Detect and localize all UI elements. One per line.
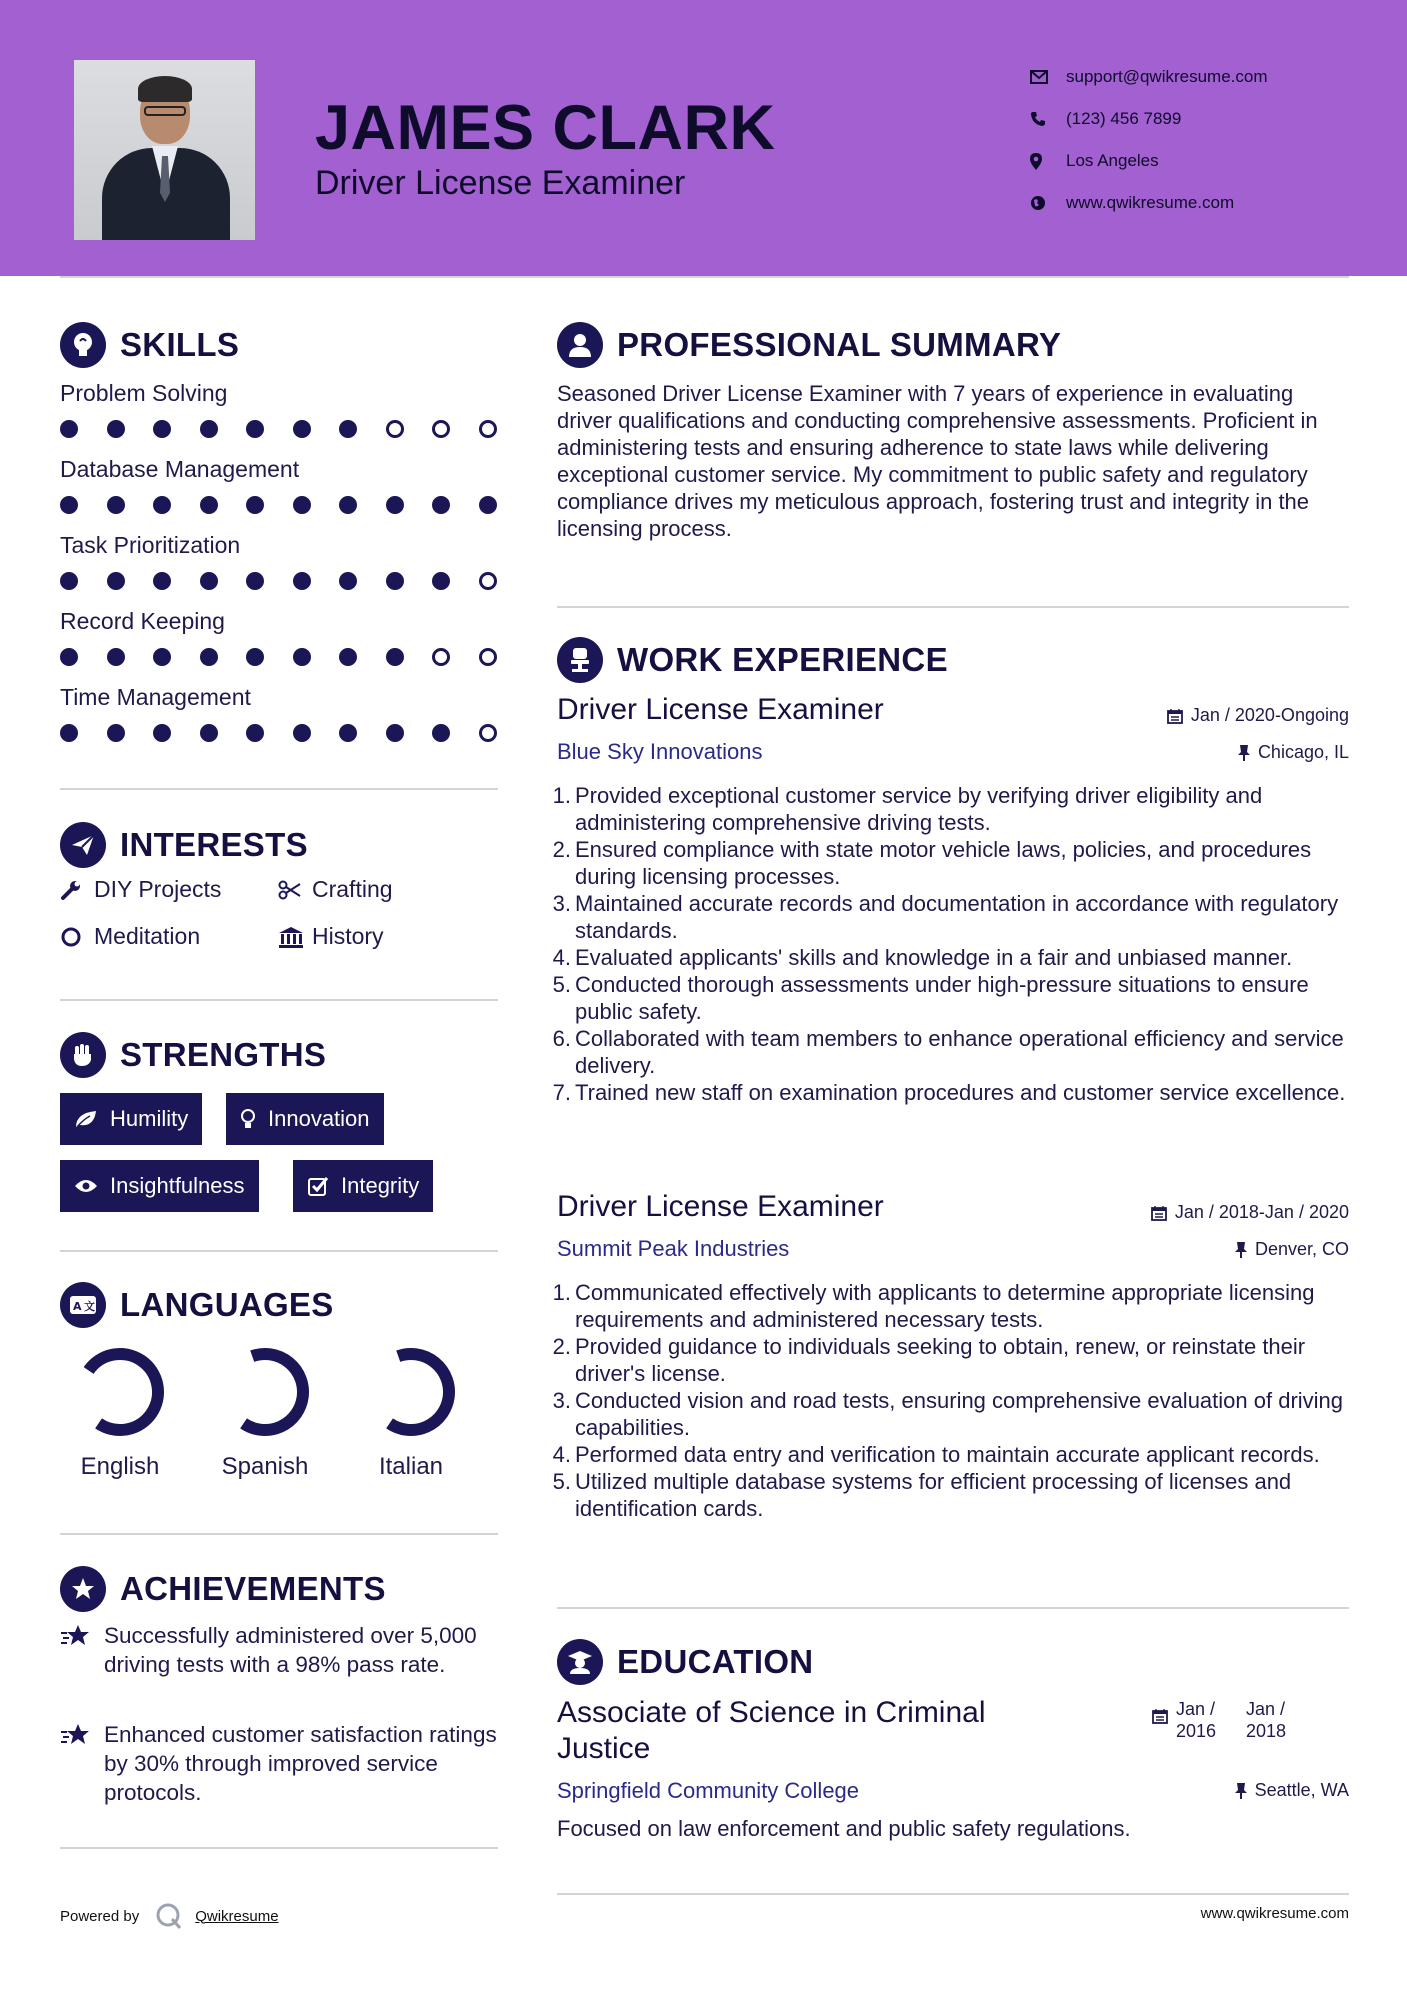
rating-dot-empty [479, 420, 497, 438]
checkbox-icon [307, 1175, 329, 1197]
proficiency-arc [244, 1354, 303, 1430]
achievement-item: Enhanced customer satisfaction ratings by 30% through improved service protocols. [60, 1720, 500, 1807]
candidate-name: JAMES CLARK [315, 93, 776, 163]
duty-item: 4. Evaluated applicants' skills and knowledge in a fair and unbiased manner. [552, 945, 1293, 970]
job-dates: Jan / 2020-Ongoing [1167, 705, 1349, 726]
leaf-icon [74, 1109, 98, 1129]
interest-item: DIY Projects [60, 876, 221, 903]
duty-item: 6. Collaborated with team members to enhance operational efficiency and service delivery. [552, 1026, 1344, 1078]
rating-dot-filled [339, 572, 357, 590]
phone-icon [1030, 111, 1066, 127]
duty-item: 3. Maintained accurate records and documentation in accordance with regulatory standards. [552, 891, 1339, 943]
section-divider [557, 606, 1349, 608]
scissors-icon [278, 880, 312, 900]
rating-dot-empty [432, 420, 450, 438]
duty-item: 2. Provided guidance to individuals seeking to obtain, renew, or reinstate their driver's license. [552, 1334, 1306, 1386]
rating-dot-filled [293, 648, 311, 666]
rating-dot-filled [432, 572, 450, 590]
rating-dot-filled [386, 496, 404, 514]
rating-dot-empty [479, 724, 497, 742]
rating-dot-filled [200, 496, 218, 514]
star-icon [60, 1566, 106, 1612]
rating-dot-filled [386, 572, 404, 590]
skill-rating [60, 572, 525, 590]
duty-item: 1. Provided exceptional customer service by verifying driver eligibility and administering comprehensive driving tests. [552, 783, 1263, 835]
contact-email[interactable] [1030, 56, 1268, 98]
phone-text: (123) 456 7899 [1066, 109, 1182, 128]
lightbulb-icon [60, 322, 106, 368]
star-icon [60, 1720, 104, 1807]
rating-dot-filled [200, 572, 218, 590]
contact-website[interactable] [1030, 182, 1268, 224]
globe-icon [1030, 195, 1066, 211]
company-name: Summit Peak Industries [557, 1236, 790, 1261]
rating-dot-filled [339, 648, 357, 666]
rating-dot-filled [107, 724, 125, 742]
contact-phone[interactable] [1030, 98, 1268, 140]
summary-heading: PROFESSIONAL SUMMARY [557, 322, 1061, 368]
skill-rating [60, 496, 525, 514]
job-location: Chicago, IL [1238, 742, 1349, 763]
translate-icon [60, 1282, 106, 1328]
rating-dot-empty [386, 420, 404, 438]
section-divider [557, 1893, 1349, 1895]
svg-text:文: 文 [84, 1300, 95, 1313]
footer-powered-by: Powered by Qwikresume [60, 1902, 279, 1930]
language-ring [74, 1346, 166, 1438]
achievements-heading: ACHIEVEMENTS [60, 1566, 386, 1612]
rating-dot-filled [339, 496, 357, 514]
interest-item: History [278, 923, 384, 950]
office-chair-icon [557, 637, 603, 683]
education-location: Seattle, WA [1235, 1780, 1349, 1801]
proficiency-arc [89, 1354, 158, 1430]
rating-dot-filled [153, 420, 171, 438]
skill-rating [60, 648, 525, 666]
rating-dot-filled [246, 648, 264, 666]
rating-dot-filled [200, 724, 218, 742]
rating-dot-filled [200, 420, 218, 438]
profile-photo [74, 60, 255, 240]
skill-name: Time Management [60, 684, 251, 710]
rating-dot-filled [60, 496, 78, 514]
interest-item: Meditation [60, 923, 200, 950]
strength-tag: Integrity [293, 1160, 433, 1212]
job-dates: Jan / 2018-Jan / 2020 [1151, 1202, 1349, 1223]
rating-dot-filled [386, 724, 404, 742]
pushpin-icon [1235, 1782, 1247, 1800]
svg-text:A: A [73, 1300, 82, 1313]
interest-item: Crafting [278, 876, 393, 903]
rating-dot-filled [432, 724, 450, 742]
education-dates: Jan / 2016 Jan / 2018 [1152, 1698, 1306, 1742]
skill-rating [60, 724, 525, 742]
star-icon [60, 1621, 104, 1679]
pushpin-icon [1238, 744, 1250, 762]
duty-item: 1. Communicated effectively with applicants to determine appropriate licensing requirements and administered necessary tests. [552, 1280, 1315, 1332]
wrench-icon [60, 879, 94, 901]
email-text: support@qwikresume.com [1066, 67, 1268, 86]
languages-heading: A 文 LANGUAGES [60, 1282, 334, 1328]
language-item: Spanish [215, 1346, 315, 1481]
school-name: Springfield Community College [557, 1778, 860, 1803]
company-name: Blue Sky Innovations [557, 739, 763, 764]
paper-plane-icon [60, 822, 106, 868]
rating-dot-filled [153, 496, 171, 514]
rating-dot-filled [153, 724, 171, 742]
calendar-icon [1151, 1205, 1167, 1221]
duty-list [552, 782, 1353, 1106]
rating-dot-filled [293, 572, 311, 590]
rating-dot-filled [432, 496, 450, 514]
language-ring [219, 1346, 311, 1438]
strength-tag: Humility [60, 1093, 202, 1145]
duty-item: 3. Conducted vision and road tests, ensuring comprehensive evaluation of driving capabilities. [552, 1388, 1344, 1440]
header-divider [60, 276, 1349, 278]
strength-tag: Innovation [226, 1093, 384, 1145]
rating-dot-filled [107, 496, 125, 514]
contact-location [1030, 140, 1268, 182]
degree-title: Associate of Science in Criminal Justice [557, 1696, 986, 1765]
skills-heading: SKILLS [60, 322, 239, 368]
duty-item: 4. Performed data entry and verification to maintain accurate applicant records. [552, 1442, 1320, 1467]
duty-item: 5. Conducted thorough assessments under high-pressure situations to ensure public safety. [552, 972, 1309, 1024]
job-title: Driver License Examiner [557, 693, 884, 726]
language-item: Italian [361, 1346, 461, 1481]
proficiency-arc [390, 1354, 449, 1430]
rating-dot-filled [107, 572, 125, 590]
lightbulb-icon [240, 1108, 256, 1130]
skill-name: Problem Solving [60, 380, 228, 406]
contact-block [1030, 56, 1268, 224]
duty-item: 5. Utilized multiple database systems for efficient processing of licenses and identification cards. [552, 1469, 1292, 1521]
duty-item: 7. Trained new staff on examination procedures and customer service excellence. [552, 1080, 1346, 1105]
rating-dot-filled [293, 420, 311, 438]
skill-name: Database Management [60, 456, 300, 482]
rating-dot-filled [200, 648, 218, 666]
map-pin-icon [1030, 153, 1066, 170]
location-text: Los Angeles [1066, 151, 1159, 170]
circle-icon [60, 926, 94, 948]
qwikresume-logo-icon [155, 1902, 183, 1930]
rating-dot-filled [153, 648, 171, 666]
header-banner [0, 0, 1407, 276]
museum-icon [278, 926, 312, 948]
rating-dot-filled [60, 648, 78, 666]
rating-dot-filled [107, 420, 125, 438]
rating-dot-filled [107, 648, 125, 666]
rating-dot-filled [293, 724, 311, 742]
footer-website[interactable]: www.qwikresume.com [1200, 1905, 1349, 1922]
section-divider [60, 1847, 498, 1849]
rating-dot-empty [479, 572, 497, 590]
pushpin-icon [1235, 1241, 1247, 1259]
graduate-icon [557, 1639, 603, 1685]
rating-dot-filled [60, 420, 78, 438]
rating-dot-filled [386, 648, 404, 666]
website-text: www.qwikresume.com [1066, 193, 1235, 212]
rating-dot-filled [293, 496, 311, 514]
duty-list [552, 1279, 1353, 1522]
rating-dot-filled [339, 724, 357, 742]
language-item: English [70, 1346, 170, 1481]
duty-item: 2. Ensured compliance with state motor vehicle laws, policies, and procedures during licensing processes. [552, 837, 1312, 889]
section-divider [557, 1607, 1349, 1609]
skill-rating [60, 420, 525, 438]
skill-name: Task Prioritization [60, 532, 241, 558]
rating-dot-filled [339, 420, 357, 438]
strengths-heading: STRENGTHS [60, 1032, 326, 1078]
rating-dot-empty [479, 648, 497, 666]
user-icon [557, 322, 603, 368]
rating-dot-filled [246, 572, 264, 590]
rating-dot-filled [246, 724, 264, 742]
section-divider [60, 1533, 498, 1535]
eye-icon [74, 1178, 98, 1194]
calendar-icon [1152, 1708, 1168, 1724]
summary-text: Seasoned Driver License Examiner with 7 years of experience in evaluating driver qualifications and conducting comprehensive assessments. Proficient in administering tests and ensuring adherence to state laws while delivering exceptional customer service. My commitment to public safety and regulatory compliance drives my meticulous approach, fostering trust and integrity in the licensing process. [557, 381, 1318, 541]
section-divider [60, 999, 498, 1001]
education-heading: EDUCATION [557, 1639, 813, 1685]
calendar-icon [1167, 708, 1183, 724]
fist-icon [60, 1032, 106, 1078]
strength-tag: Insightfulness [60, 1160, 259, 1212]
candidate-title: Driver License Examiner [315, 164, 686, 202]
rating-dot-filled [60, 572, 78, 590]
rating-dot-empty [432, 648, 450, 666]
interests-heading: INTERESTS [60, 822, 308, 868]
rating-dot-filled [246, 496, 264, 514]
rating-dot-filled [153, 572, 171, 590]
language-ring [365, 1346, 457, 1438]
rating-dot-filled [246, 420, 264, 438]
education-description: Focused on law enforcement and public safety regulations. [557, 1816, 1131, 1841]
skill-name: Record Keeping [60, 608, 225, 634]
envelope-icon [1030, 70, 1066, 84]
experience-heading: WORK EXPERIENCE [557, 637, 948, 683]
section-divider [60, 788, 498, 790]
achievement-item: Successfully administered over 5,000 driving tests with a 98% pass rate. [60, 1621, 500, 1679]
qwikresume-link[interactable]: Qwikresume [195, 1907, 279, 1925]
rating-dot-filled [479, 496, 497, 514]
rating-dot-filled [60, 724, 78, 742]
job-title: Driver License Examiner [557, 1190, 884, 1223]
job-location: Denver, CO [1235, 1239, 1349, 1260]
section-divider [60, 1250, 498, 1252]
